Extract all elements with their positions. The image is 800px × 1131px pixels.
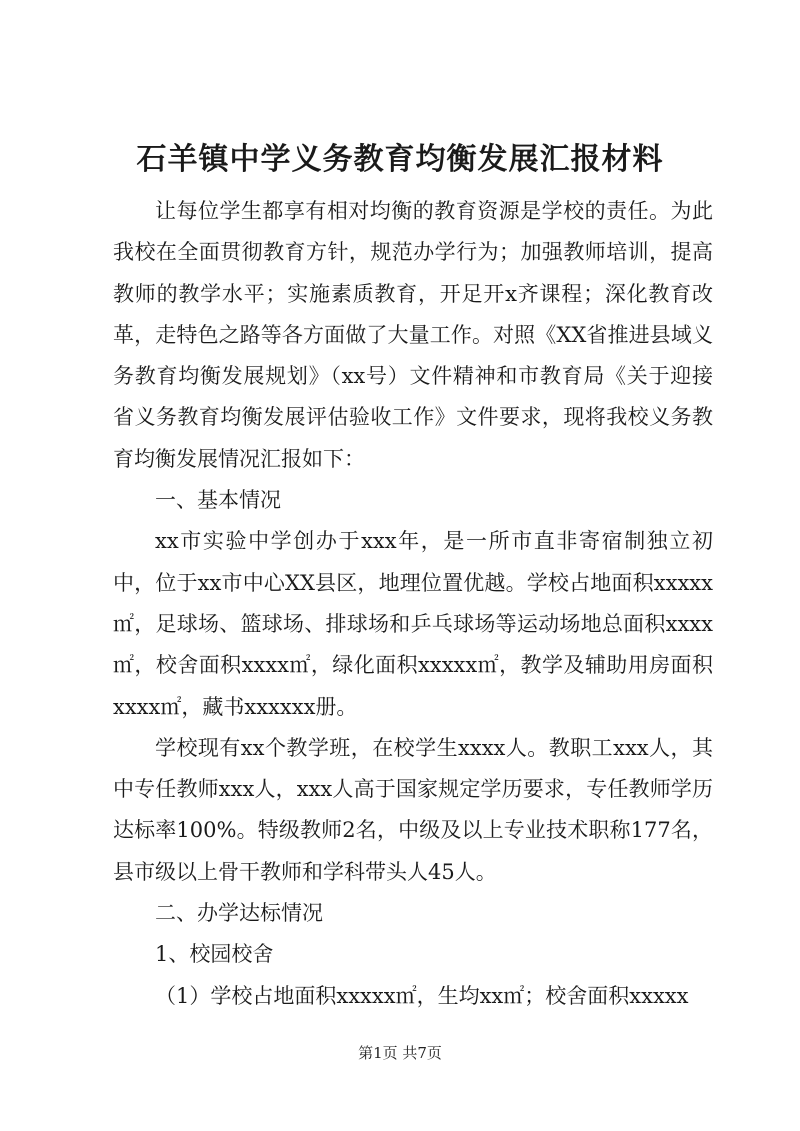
- section-heading-basic-info: 一、基本情况: [155, 488, 281, 513]
- document-title: 石羊镇中学义务教育均衡发展汇报材料: [136, 142, 664, 177]
- document-body: [113, 191, 713, 1017]
- section-heading-standards: 二、办学达标情况: [155, 901, 323, 926]
- intro-paragraph: 让每位学生都享有相对均衡的教育资源是学校的责任。为此我校在全面贯彻教育方针，规范办学行为；加强教师培训，提高教师的教学水平；实施素质教育，开足开x齐课程；深化教育改革，走特色之路等各方面做了大量工作。对照《XX省推进县域义务教育均衡发展规划》（xx号）文件精神和市教育局《关于迎接省义务教育均衡发展评估验收工作》文件要求，现将我校义务教育均衡发展情况汇报如下：: [113, 199, 713, 471]
- staff-paragraph: 学校现有xx个教学班，在校学生xxxx人。教职工xxx人，其中专任教师xxx人，xxx人高于国家规定学历要求，专任教师学历达标率100%。特级教师2名，中级及以上专业技术职称177名，县市级以上骨干教师和学科带头人45人。: [113, 735, 713, 884]
- campus-item-1: （1）学校占地面积xxxxx㎡，生均xx㎡；校舍面积xxxxx: [155, 983, 689, 1008]
- page-number-footer: 第1页 共7页: [358, 1044, 442, 1062]
- school-overview-paragraph: xx市实验中学创办于xxx年，是一所市直非寄宿制独立初中，位于xx市中心XX县区，地理位置优越。学校占地面积xxxxx㎡，足球场、篮球场、排球场和乒乓球场等运动场地总面积xxxx㎡，校舍面积xxxx㎡，绿化面积xxxxx㎡，教学及辅助用房面积xxxx㎡，藏书xxxxxx册。: [113, 529, 713, 719]
- subsection-heading-campus: 1、校园校舍: [155, 942, 274, 967]
